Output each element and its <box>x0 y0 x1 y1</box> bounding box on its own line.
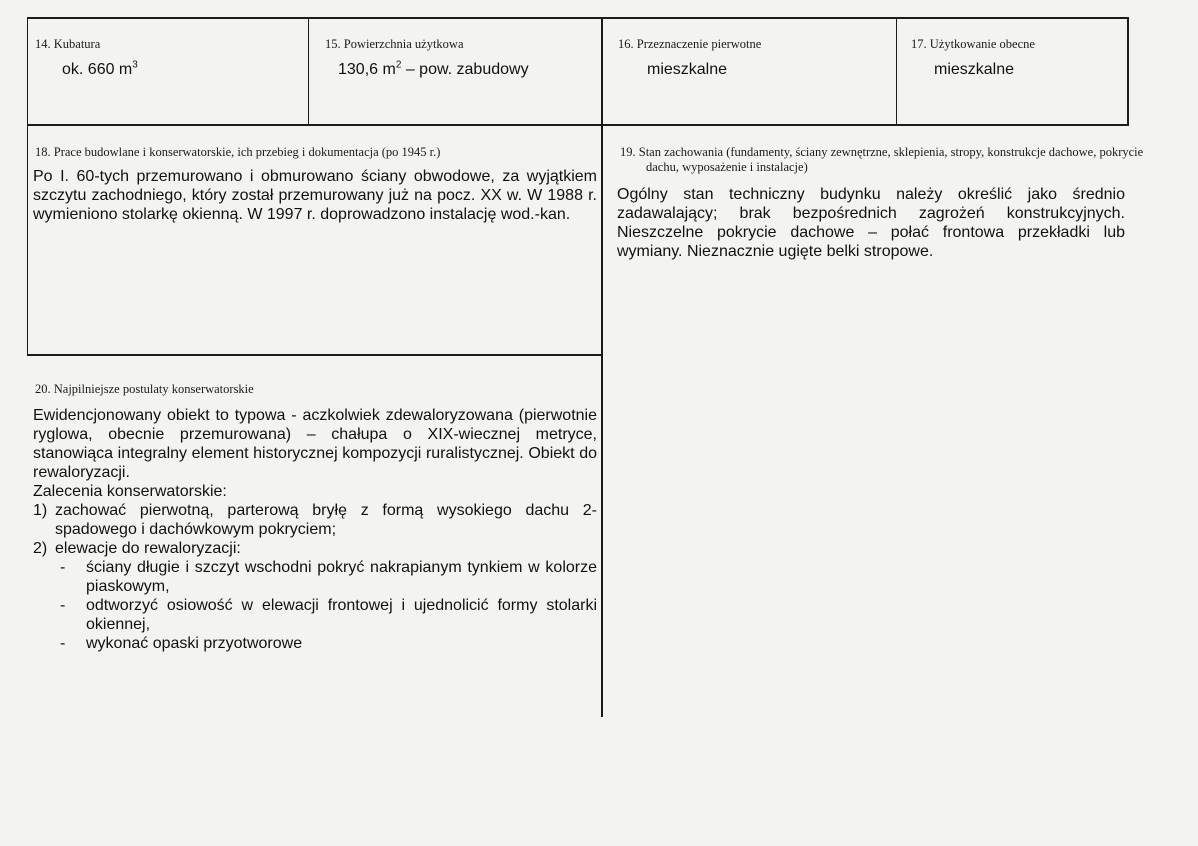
field18-bottom-line <box>27 354 602 356</box>
kubatura-label: 14. Kubatura <box>35 37 101 51</box>
powierzchnia-unit-exponent: 2 <box>395 59 402 71</box>
zalecenie-item-2-marker: 2) <box>33 540 48 557</box>
divider-15-16 <box>601 17 603 717</box>
przeznaczenie-label: 16. Przeznaczenie pierwotne <box>618 37 762 51</box>
zalecenie-subitem-2-marker: - <box>60 597 66 614</box>
zalecenie-item-2-text: elewacje do rewaloryzacji: <box>55 540 241 557</box>
kubatura-value <box>62 60 138 79</box>
zalecenie-item-1-marker: 1) <box>33 502 48 519</box>
zalecenie-subitem-2 <box>33 596 597 634</box>
divider-16-17 <box>896 17 897 126</box>
zalecenie-subitem-1-marker: - <box>60 559 66 576</box>
top-border-line <box>27 17 1128 19</box>
stan-zachowania-text: Ogólny stan techniczny budynku należy określić jako średnio zadawalający; brak bezpośrednich zagrożeń konstrukcyjnych. Nieszczelne pokrycie dachowe – połać frontowa przekładki lub wymiany. Nieznacznie ugięte belki stropowe. <box>617 186 1125 260</box>
uzytkowanie-label: 17. Użytkowanie obecne <box>911 37 1035 51</box>
row1-bottom-line <box>27 124 1128 126</box>
zalecenie-subitem-3-marker: - <box>60 635 66 652</box>
zalecenia-heading: Zalecenia konserwatorskie: <box>33 483 227 500</box>
zalecenie-subitem-3 <box>33 634 597 653</box>
powierzchnia-label: 15. Powierzchnia użytkowa <box>325 37 464 51</box>
postulaty-intro: Ewidencjonowany obiekt to typowa - aczkolwiek zdewaloryzowana (pierwotnie ryglowa, obecnie przemurowana) – chałupa o XIX-wiecznej metryce, stanowiąca integralny element historycznej kompozycji ruralistycznej. Obiekt do rewaloryzacji. <box>33 407 597 481</box>
przeznaczenie-value: mieszkalne <box>647 61 728 78</box>
zalecenie-item-2 <box>33 539 597 558</box>
left-border-line <box>27 17 28 356</box>
powierzchnia-value <box>338 60 529 79</box>
divider-14-15 <box>308 17 309 126</box>
zalecenie-subitem-1-text: ściany długie i szczyt wschodni pokryć nakrapianym tynkiem w kolorze piaskowym, <box>86 559 597 595</box>
kubatura-unit-exponent: 3 <box>132 59 138 71</box>
prace-budowlane-text: Po I. 60-tych przemurowano i obmurowano ściany obwodowe, za wyjątkiem szczytu zachodniego, który został przemurowany już na pocz. XX w. W 1988 r. wymieniono stolarkę okienną. W 1997 r. doprowadzono instalację wod.-kan. <box>33 168 597 223</box>
zalecenie-subitem-2-text: odtworzyć osiowość w elewacji frontowej i ujednolicić formy stolarki okiennej, <box>86 597 597 633</box>
zalecenie-subitem-3-text: wykonać opaski przyotworowe <box>86 635 303 652</box>
right-border-line <box>1127 17 1129 126</box>
zalecenie-item-1-text: zachować pierwotną, parterową bryłę z formą wysokiego dachu 2-spadowego i dachówkowym pokryciem; <box>55 502 597 538</box>
powierzchnia-note: – pow. zabudowy <box>401 61 529 78</box>
postulaty-content <box>33 406 597 653</box>
powierzchnia-number: 130,6 m <box>338 61 396 78</box>
postulaty-label: 20. Najpilniejsze postulaty konserwatorskie <box>35 382 254 396</box>
stan-zachowania-label: 19. Stan zachowania (fundamenty, ściany zewnętrzne, sklepienia, stropy, konstrukcje dachowe, pokrycie dachu, wyposażenie i instalacje) <box>620 145 1144 174</box>
kubatura-number: ok. 660 m <box>62 61 133 78</box>
zalecenie-item-1 <box>33 501 597 539</box>
uzytkowanie-value: mieszkalne <box>934 61 1015 78</box>
prace-budowlane-label: 18. Prace budowlane i konserwatorskie, ich przebieg i dokumentacja (po 1945 r.) <box>35 145 441 159</box>
zalecenie-subitem-1 <box>33 558 597 596</box>
